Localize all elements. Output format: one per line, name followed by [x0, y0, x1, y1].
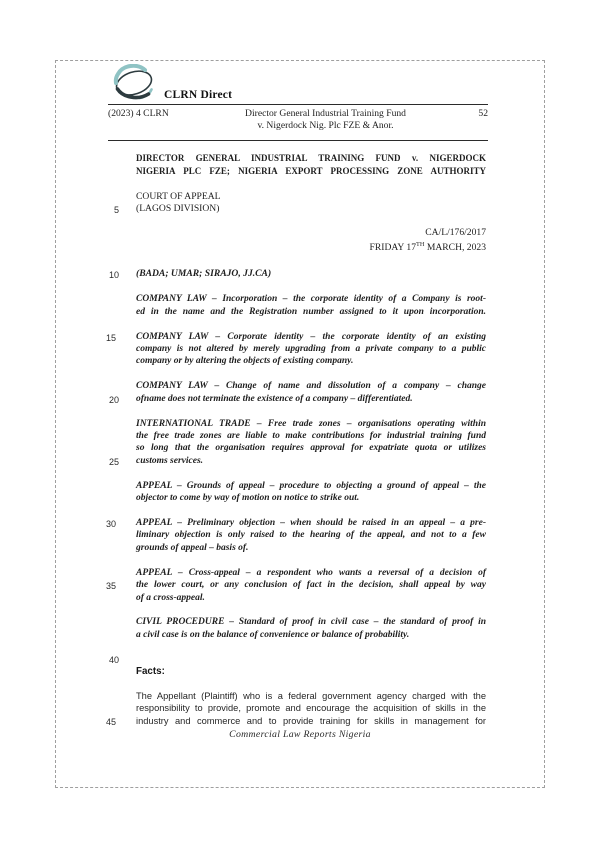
line-text: the free trade zones are liable to make contributions for industrial training fund: [136, 430, 486, 441]
line-text: DIRECTOR GENERAL INDUSTRIAL TRAINING FUND v. NIGERDOCK: [136, 153, 486, 163]
line-text: COMPANY LAW – Corporate identity – the corporate identity of an existing: [136, 331, 486, 342]
line-text: INTERNATIONAL TRADE – Free trade zones – organisations operating within: [136, 418, 486, 429]
text-line: [106, 579, 486, 592]
text-line: [136, 629, 486, 641]
line-text: liminary objection is only raised to the hearing of the appeal, and not to a few: [136, 530, 486, 541]
margin-line-number: 5: [113, 205, 119, 216]
text-line: [136, 567, 486, 579]
line-text: COMPANY LAW – Incorporation – the corporate identity of a Company is root-: [136, 294, 486, 305]
text-line: [136, 165, 486, 178]
margin-line-number: 20: [108, 394, 119, 405]
margin-line-number: 45: [106, 716, 117, 727]
page-header: [108, 64, 488, 141]
line-text: customs services.: [136, 455, 204, 466]
numonly-block: [108, 654, 486, 665]
headnote-block: [106, 567, 486, 604]
text-line: [106, 517, 486, 529]
headnote-block: [108, 418, 486, 468]
report-body: [106, 152, 486, 740]
text-line: [136, 442, 486, 454]
line-text: objector to come by way of motion on notice to strike out.: [136, 493, 360, 504]
line-text: CIVIL PROCEDURE – Standard of proof in civil case – the standard of proof in: [136, 617, 486, 628]
line-text: the lower court, or any conclusion of fact in the decision, shall appeal by way: [136, 580, 486, 591]
text-line: [136, 529, 486, 541]
margin-line-number: 40: [108, 654, 119, 665]
line-text: a civil case is on the balance of convenience or balance of probability.: [136, 629, 410, 640]
factshead-block: [136, 666, 486, 678]
suit-number: CA/L/176/2017: [425, 226, 486, 238]
line-text: (BADA; UMAR; SIRAJO, JJ.CA): [136, 267, 272, 279]
line-text: APPEAL – Cross-appeal – a respondent who wants a reversal of a decision of: [136, 567, 486, 578]
line-text: company is not altered by merely upgrading from a private company to a public: [136, 343, 486, 354]
text-line: [136, 666, 486, 678]
line-text: APPEAL – Grounds of appeal – procedure to objecting a ground of appeal – the: [136, 480, 486, 491]
headnote-block: [136, 480, 486, 505]
title-and-court-blocks: [113, 152, 486, 216]
line-text: ed in the name and the Registration number assigned to it upon incorporation.: [136, 306, 486, 317]
text-line: [136, 306, 486, 318]
margin-line-number: 10: [108, 269, 119, 280]
text-line: [136, 492, 486, 504]
margin-line-number: 25: [108, 456, 119, 467]
text-line: [113, 203, 486, 216]
running-title-line2: v. Nigerdock Nig. Plc FZE & Anor.: [257, 120, 394, 132]
line-text: The Appellant (Plaintiff) who is a federal government agency charged with the: [136, 690, 486, 701]
headnote-block: [106, 331, 486, 368]
line-text: company or by altering the objects of existing company.: [136, 356, 354, 367]
masthead: [108, 64, 488, 105]
text-line: [136, 191, 486, 203]
text-line: [136, 380, 486, 392]
judges-block: [108, 267, 486, 280]
line-text: industry and commerce and to provide training for skills in management for: [136, 715, 486, 726]
line-text: responsibility to provide, promote and encourage the acquisition of skills in the: [136, 703, 486, 714]
headnote-block: [136, 616, 486, 641]
margin-line-number: 15: [106, 332, 117, 343]
line-text: COMPANY LAW – Change of name and dissolution of a company – change: [136, 381, 486, 392]
text-line: [136, 293, 486, 305]
text-line: [108, 267, 486, 280]
text-line: [136, 690, 486, 703]
text-line: [136, 355, 486, 367]
running-header: [108, 105, 488, 141]
text-line: [108, 455, 486, 467]
margin-line-number: 35: [106, 581, 117, 592]
case-reference: [136, 227, 486, 255]
text-line: [106, 331, 486, 343]
running-case-title: [203, 108, 448, 132]
line-text: Facts:: [136, 665, 165, 677]
headnote-block: [106, 517, 486, 554]
line-text: so long that the organisation requires approval for expatriate quota or utilizes: [136, 443, 486, 454]
page-number: 52: [478, 108, 488, 119]
page-footer: [0, 729, 600, 740]
text-line: [136, 542, 486, 554]
judgment-date: FRIDAY 17TH MARCH, 2023: [369, 241, 486, 254]
court-block: [113, 191, 486, 216]
line-text: ofname does not terminate the existence of a company – differentiated.: [136, 393, 413, 404]
text-line: [106, 715, 486, 728]
text-line: [136, 343, 486, 355]
brand-name: CLRN Direct: [164, 89, 233, 101]
text-line: [136, 592, 486, 604]
title-block: [136, 152, 486, 178]
text-line: [108, 393, 486, 405]
headnote-blocks: [106, 267, 486, 728]
line-text: COURT OF APPEAL: [136, 191, 221, 202]
text-line: [136, 152, 486, 165]
text-line: [136, 418, 486, 430]
headnote-block: [136, 293, 486, 318]
clrn-logo-icon: [110, 64, 158, 102]
line-text: (LAGOS DIVISION): [136, 203, 220, 215]
line-text: grounds of appeal – basis of.: [136, 542, 249, 553]
margin-line-number: 30: [106, 519, 117, 529]
running-title-line1: Director General Industrial Training Fund: [245, 108, 406, 119]
text-line: [136, 430, 486, 442]
footer-text: Commercial Law Reports Nigeria: [229, 729, 371, 740]
line-text: NIGERIA PLC FZE; NIGERIA EXPORT PROCESSING ZONE AUTHORITY: [136, 166, 486, 176]
text-line: [136, 480, 486, 492]
citation: (2023) 4 CLRN: [108, 108, 169, 119]
text-line: [136, 616, 486, 628]
line-text: APPEAL – Preliminary objection – when should be raised in an appeal – a pre-: [136, 518, 486, 528]
facts-block: [106, 690, 486, 728]
line-text: of a cross-appeal.: [136, 592, 205, 603]
text-line: [136, 702, 486, 715]
headnote-block: [108, 380, 486, 405]
